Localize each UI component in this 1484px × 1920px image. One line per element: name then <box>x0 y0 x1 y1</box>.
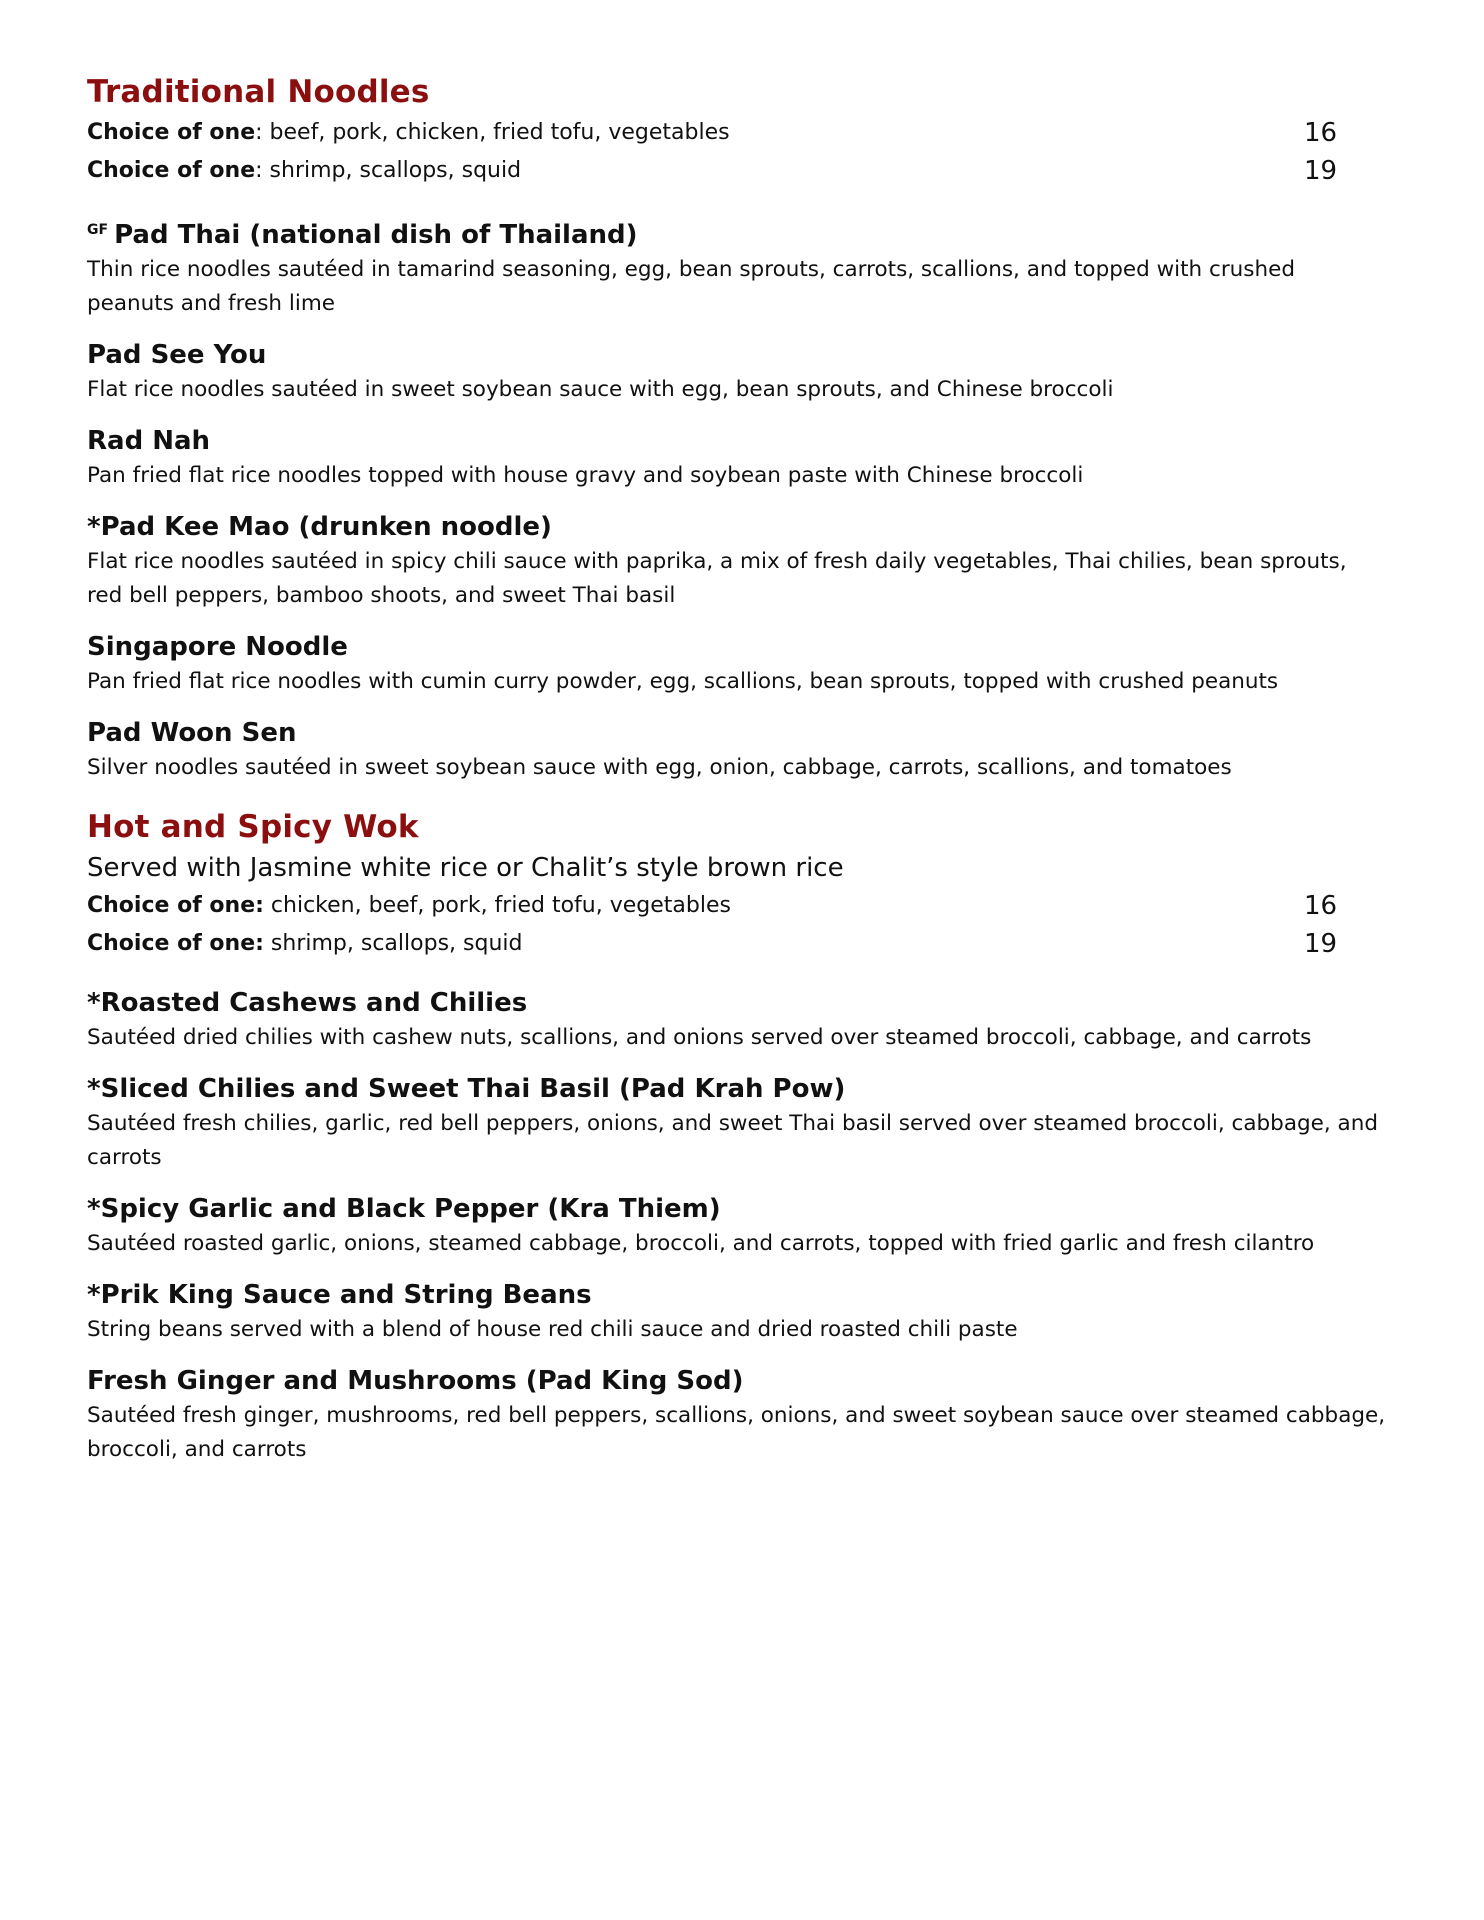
price: 16 <box>1304 118 1338 148</box>
item-name: *Sliced Chilies and Sweet Thai Basil (Pad Krah Pow) <box>87 1074 846 1104</box>
item-name <box>87 212 1387 253</box>
item-name: Fresh Ginger and Mushrooms (Pad King Sod) <box>87 1366 744 1396</box>
menu-item-pad-thai <box>87 212 1387 321</box>
item-name: *Prik King Sauce and String Beans <box>87 1280 592 1310</box>
choice-label: Choice of one: <box>87 931 264 956</box>
price: 16 <box>1304 891 1338 921</box>
menu-item-pad-krah-pow <box>87 1071 1387 1175</box>
item-description: Silver noodles sautéed in sweet soybean sauce with egg, onion, cabbage, carrots, scallions, and tomatoes <box>87 755 1232 780</box>
choice-row <box>87 152 1387 190</box>
item-name: Singapore Noodle <box>87 632 348 662</box>
menu-item-prik-king <box>87 1277 1387 1347</box>
choice-row <box>87 887 1387 925</box>
item-description: Pan fried flat rice noodles with cumin curry powder, egg, scallions, bean sprouts, topped with crushed peanuts <box>87 669 1279 694</box>
item-name: *Roasted Cashews and Chilies <box>87 988 528 1018</box>
choice-options: chicken, beef, pork, fried tofu, vegetables <box>263 893 731 918</box>
menu-item-pad-see-you <box>87 337 1387 407</box>
item-description: String beans served with a blend of house red chili sauce and dried roasted chili paste <box>87 1317 1018 1342</box>
item-description: Thin rice noodles sautéed in tamarind seasoning, egg, bean sprouts, carrots, scallions, and topped with crushed peanuts and fresh lime <box>87 257 1296 316</box>
item-name: *Spicy Garlic and Black Pepper (Kra Thiem) <box>87 1194 721 1224</box>
choice-label: Choice of one <box>87 158 256 183</box>
gluten-free-mark: GF <box>87 222 109 238</box>
item-name: Pad Woon Sen <box>87 718 297 748</box>
item-description: Sautéed fresh chilies, garlic, red bell peppers, onions, and sweet Thai basil served over steamed broccoli, cabbage, and carrots <box>87 1111 1378 1170</box>
choice-label: Choice of one <box>87 120 256 145</box>
choice-options: : beef, pork, chicken, fried tofu, vegetables <box>255 120 730 145</box>
item-name: *Pad Kee Mao (drunken noodle) <box>87 512 552 542</box>
menu-item-pad-king-sod <box>87 1363 1387 1467</box>
hot-spicy-wok-section <box>87 805 1387 1467</box>
item-description: Sautéed dried chilies with cashew nuts, scallions, and onions served over steamed broccoli, cabbage, and carrots <box>87 1025 1312 1050</box>
menu-item-pad-kee-mao <box>87 509 1387 613</box>
menu-item-singapore-noodle <box>87 629 1387 699</box>
item-name: Rad Nah <box>87 426 211 456</box>
price: 19 <box>1304 929 1338 959</box>
menu-item-kra-thiem <box>87 1191 1387 1261</box>
choice-row <box>87 114 1387 152</box>
menu-item-pad-woon-sen <box>87 715 1387 785</box>
choice-row <box>87 925 1387 963</box>
price: 19 <box>1304 156 1338 186</box>
item-description: Sautéed fresh ginger, mushrooms, red bell peppers, scallions, onions, and sweet soybean sauce over steamed cabbage, broccoli, and carrots <box>87 1403 1386 1462</box>
choice-options: shrimp, scallops, squid <box>263 931 523 956</box>
item-description: Sautéed roasted garlic, onions, steamed cabbage, broccoli, and carrots, topped with fried garlic and fresh cilantro <box>87 1231 1315 1256</box>
item-description: Flat rice noodles sautéed in spicy chili sauce with paprika, a mix of fresh daily vegetables, Thai chilies, bean sprouts, red bell peppers, bamboo shoots, and sweet Thai basil <box>87 549 1347 608</box>
choice-options: : shrimp, scallops, squid <box>255 158 522 183</box>
item-name-text: Pad Thai (national dish of Thailand) <box>114 220 638 250</box>
choice-label: Choice of one: <box>87 893 264 918</box>
menu-item-roasted-cashews <box>87 985 1387 1055</box>
menu-page <box>87 70 1387 1467</box>
section-title: Traditional Noodles <box>87 74 430 110</box>
section-title: Hot and Spicy Wok <box>87 809 419 845</box>
section-subtitle: Served with Jasmine white rice or Chalit’s style brown rice <box>87 853 844 883</box>
item-description: Flat rice noodles sautéed in sweet soybean sauce with egg, bean sprouts, and Chinese broccoli <box>87 377 1114 402</box>
menu-item-rad-nah <box>87 423 1387 493</box>
traditional-noodles-section <box>87 70 1387 785</box>
item-description: Pan fried flat rice noodles topped with house gravy and soybean paste with Chinese broccoli <box>87 463 1084 488</box>
item-name: Pad See You <box>87 340 267 370</box>
